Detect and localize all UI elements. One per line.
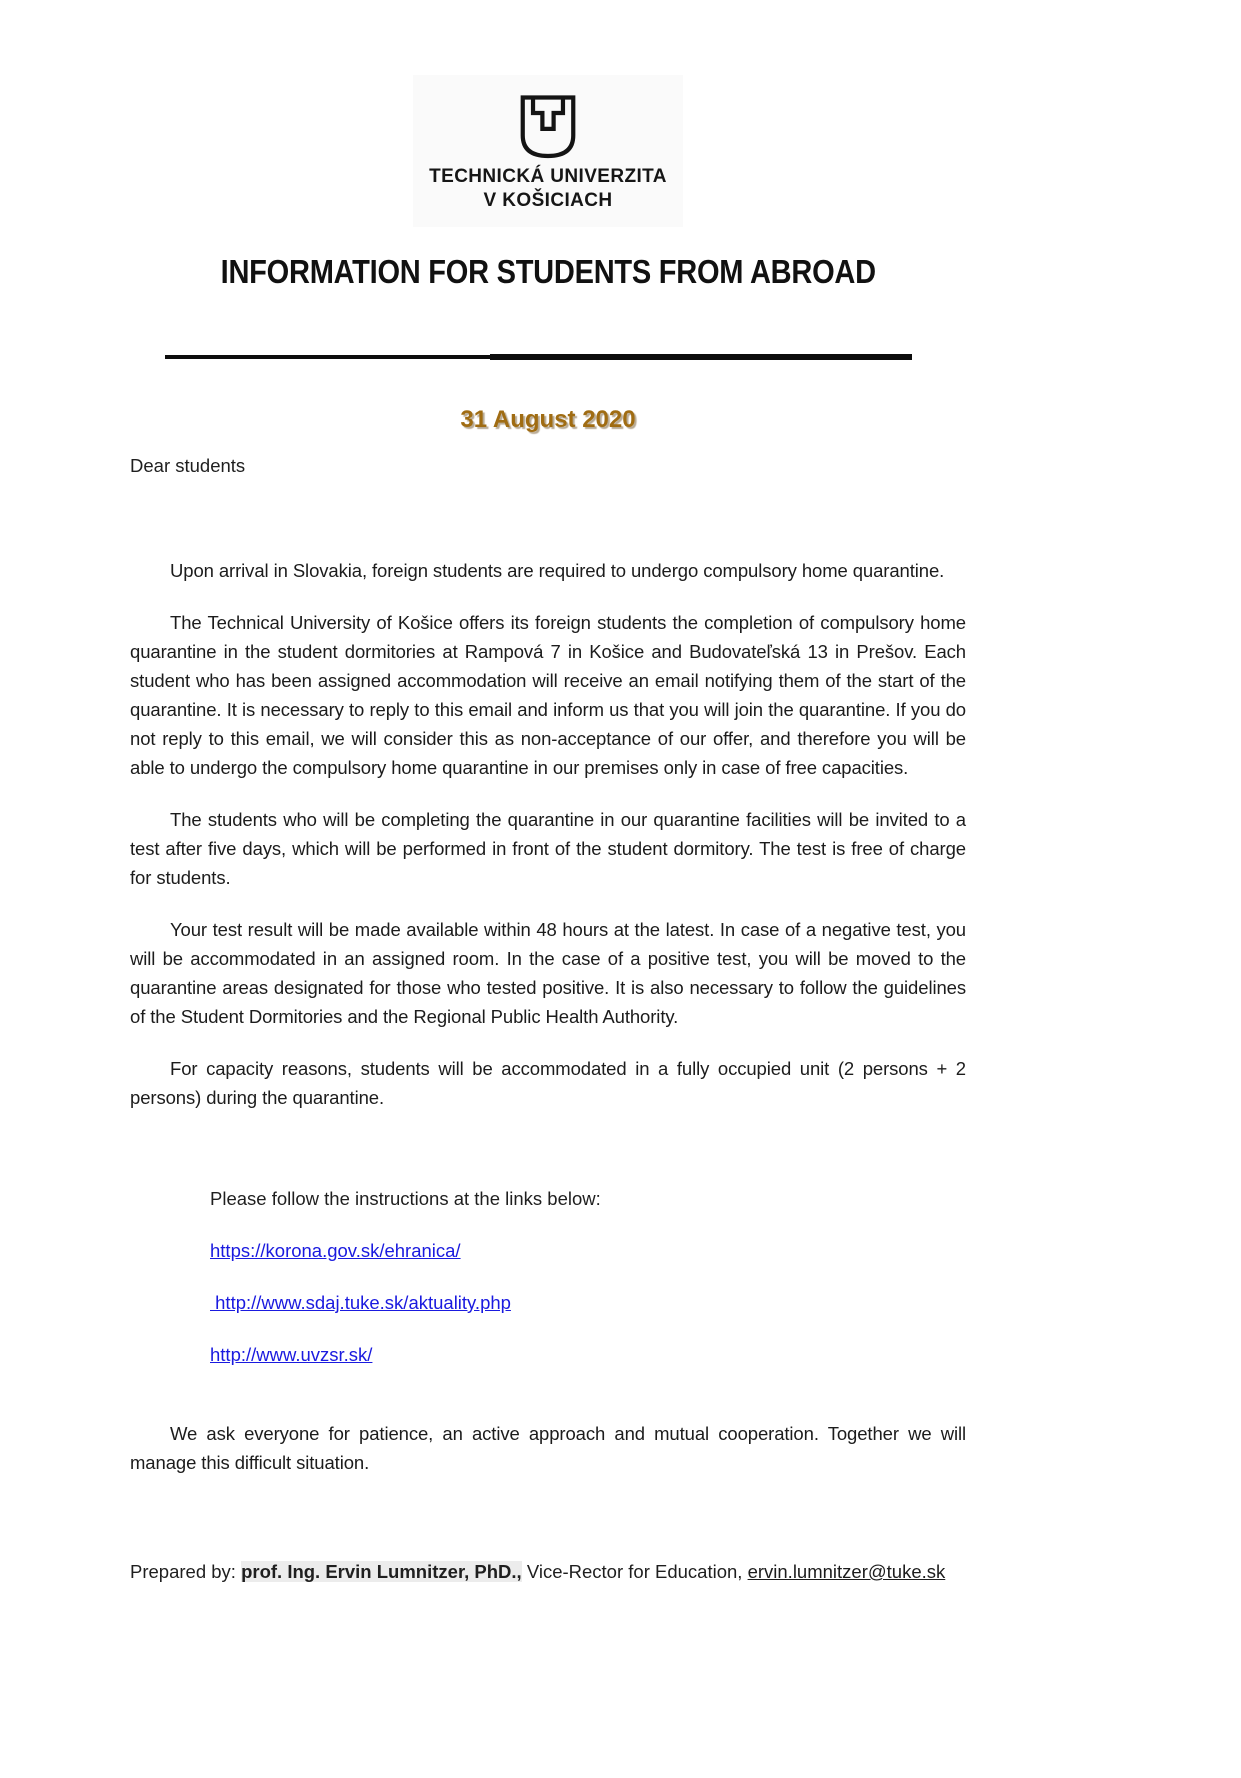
prepared-by-line — [130, 1557, 966, 1586]
prepared-by-prefix: Prepared by: — [130, 1561, 242, 1582]
closing-paragraph: We ask everyone for patience, an active approach and mutual cooperation. Together we will manage this difficult situation. — [130, 1423, 966, 1473]
links-intro: Please follow the instructions at the links below: — [210, 1188, 601, 1209]
salutation: Dear students — [130, 455, 246, 476]
body-paragraph-1: Upon arrival in Slovakia, foreign students are required to undergo compulsory home quarantine. — [170, 560, 945, 581]
link-korona-gov[interactable]: https://korona.gov.sk/ehranica/ — [210, 1240, 461, 1261]
body-paragraph-3: The students who will be completing the quarantine in our quarantine facilities will be invited to a test after five days, which will be performed in front of the student dormitory. The test is free of charge for students. — [130, 809, 966, 888]
tuke-shield-icon — [519, 95, 577, 159]
body-paragraph-5: For capacity reasons, students will be accommodated in a fully occupied unit (2 persons + 2 persons) during the quarantine. — [130, 1058, 966, 1108]
body-paragraph-2: The Technical University of Košice offers its foreign students the completion of compulsory home quarantine in the student dormitories at Rampová 7 in Košice and Budovateľská 13 in Prešov. Each student who has been assigned accommodation will receive an email notifying them of the start of the quarantine. It is necessary to reply to this email and inform us that you will join the quarantine. If you do not reply to this email, we will consider this as non-acceptance of our offer, and therefore you will be able to undergo the compulsory home quarantine in our premises only in case of free capacities. — [130, 612, 966, 778]
email-link[interactable]: ervin.lumnitzer@tuke.sk — [747, 1561, 946, 1582]
prepared-by-name: prof. Ing. Ervin Lumnitzer, PhD., — [241, 1561, 522, 1582]
title-divider — [165, 355, 912, 359]
university-logo — [413, 75, 683, 227]
link-uvzsr[interactable]: http://www.uvzsr.sk/ — [210, 1344, 373, 1365]
document-date: 31 August 2020 — [460, 406, 636, 433]
page-title: INFORMATION FOR STUDENTS FROM ABROAD — [220, 253, 876, 290]
body-paragraph-4: Your test result will be made available within 48 hours at the latest. In case of a negative test, you will be accommodated in an assigned room. In the case of a positive test, you will be moved to the quarantine areas designated for those who tested positive. It is also necessary to follow the guidelines of the Student Dormitories and the Regional Public Health Authority. — [130, 919, 966, 1027]
university-name-line1: TECHNICKÁ UNIVERZITA — [429, 166, 667, 187]
link-sdaj-tuke[interactable]: http://www.sdaj.tuke.sk/aktuality.php — [210, 1292, 511, 1313]
prepared-by-role: Vice-Rector for Education, — [521, 1561, 748, 1582]
university-name-line2: V KOŠICIACH — [483, 190, 613, 211]
